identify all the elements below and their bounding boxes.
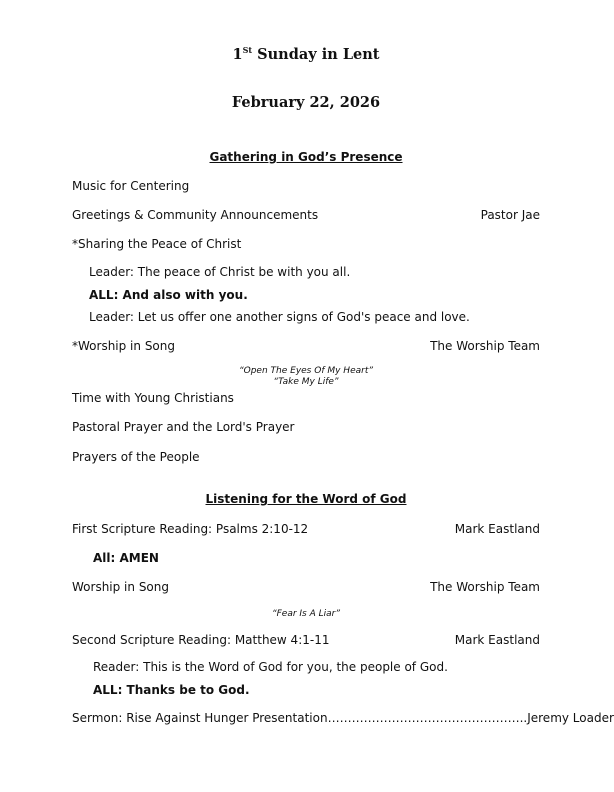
leader-line-2: Leader: Let us offer one another signs of God's peace and love. xyxy=(89,310,470,324)
first-reader: Mark Eastland xyxy=(454,522,540,536)
title-text: Sunday in Lent xyxy=(257,46,380,63)
all-response-1: ALL: And also with you. xyxy=(89,288,248,302)
song-title-1: “Open The Eyes Of My Heart” xyxy=(238,366,374,376)
worship-leader: The Worship Team xyxy=(430,339,540,353)
page-title xyxy=(0,46,612,63)
title-number: 1 xyxy=(232,46,243,63)
first-reading-label: First Scripture Reading: Psalms 2:10-12 xyxy=(72,522,309,536)
greetings-leader: Pastor Jae xyxy=(480,208,540,222)
greetings-row xyxy=(72,208,540,222)
section-heading-listening: Listening for the Word of God xyxy=(205,492,407,506)
young-christians: Time with Young Christians xyxy=(72,391,234,405)
worship-label: *Worship in Song xyxy=(72,339,175,353)
second-reader: Mark Eastland xyxy=(454,633,540,647)
section-heading-gathering: Gathering in God’s Presence xyxy=(209,150,403,164)
first-reading-row xyxy=(72,522,540,536)
sermon-speaker: Jeremy Loader xyxy=(527,711,614,725)
worship2-leader: The Worship Team xyxy=(430,580,540,594)
song-title-3: “Fear Is A Liar” xyxy=(271,609,341,619)
sermon-row xyxy=(72,711,614,725)
all-thanks: ALL: Thanks be to God. xyxy=(93,683,250,697)
sermon-label: Sermon: Rise Against Hunger Presentation xyxy=(72,711,328,725)
service-date: February 22, 2026 xyxy=(231,94,381,111)
sharing-peace: *Sharing the Peace of Christ xyxy=(72,237,242,251)
title-ordinal: St xyxy=(242,45,253,56)
song-title-2: “Take My Life” xyxy=(273,377,339,387)
leader-line-1: Leader: The peace of Christ be with you all. xyxy=(89,265,351,279)
second-reading-label: Second Scripture Reading: Matthew 4:1-11 xyxy=(72,633,330,647)
worship2-label: Worship in Song xyxy=(72,580,169,594)
worship-row xyxy=(72,339,540,353)
music-for-centering: Music for Centering xyxy=(72,179,190,193)
second-reading-row xyxy=(72,633,540,647)
greetings-label: Greetings & Community Announcements xyxy=(72,208,319,222)
prayers-of-people: Prayers of the People xyxy=(72,450,200,464)
sermon-leader-dots: ………………………………………….. xyxy=(327,711,528,725)
reader-line: Reader: This is the Word of God for you, the people of God. xyxy=(93,660,448,674)
worship2-row xyxy=(72,580,540,594)
pastoral-prayer: Pastoral Prayer and the Lord's Prayer xyxy=(72,420,295,434)
all-amen: All: AMEN xyxy=(93,551,159,565)
